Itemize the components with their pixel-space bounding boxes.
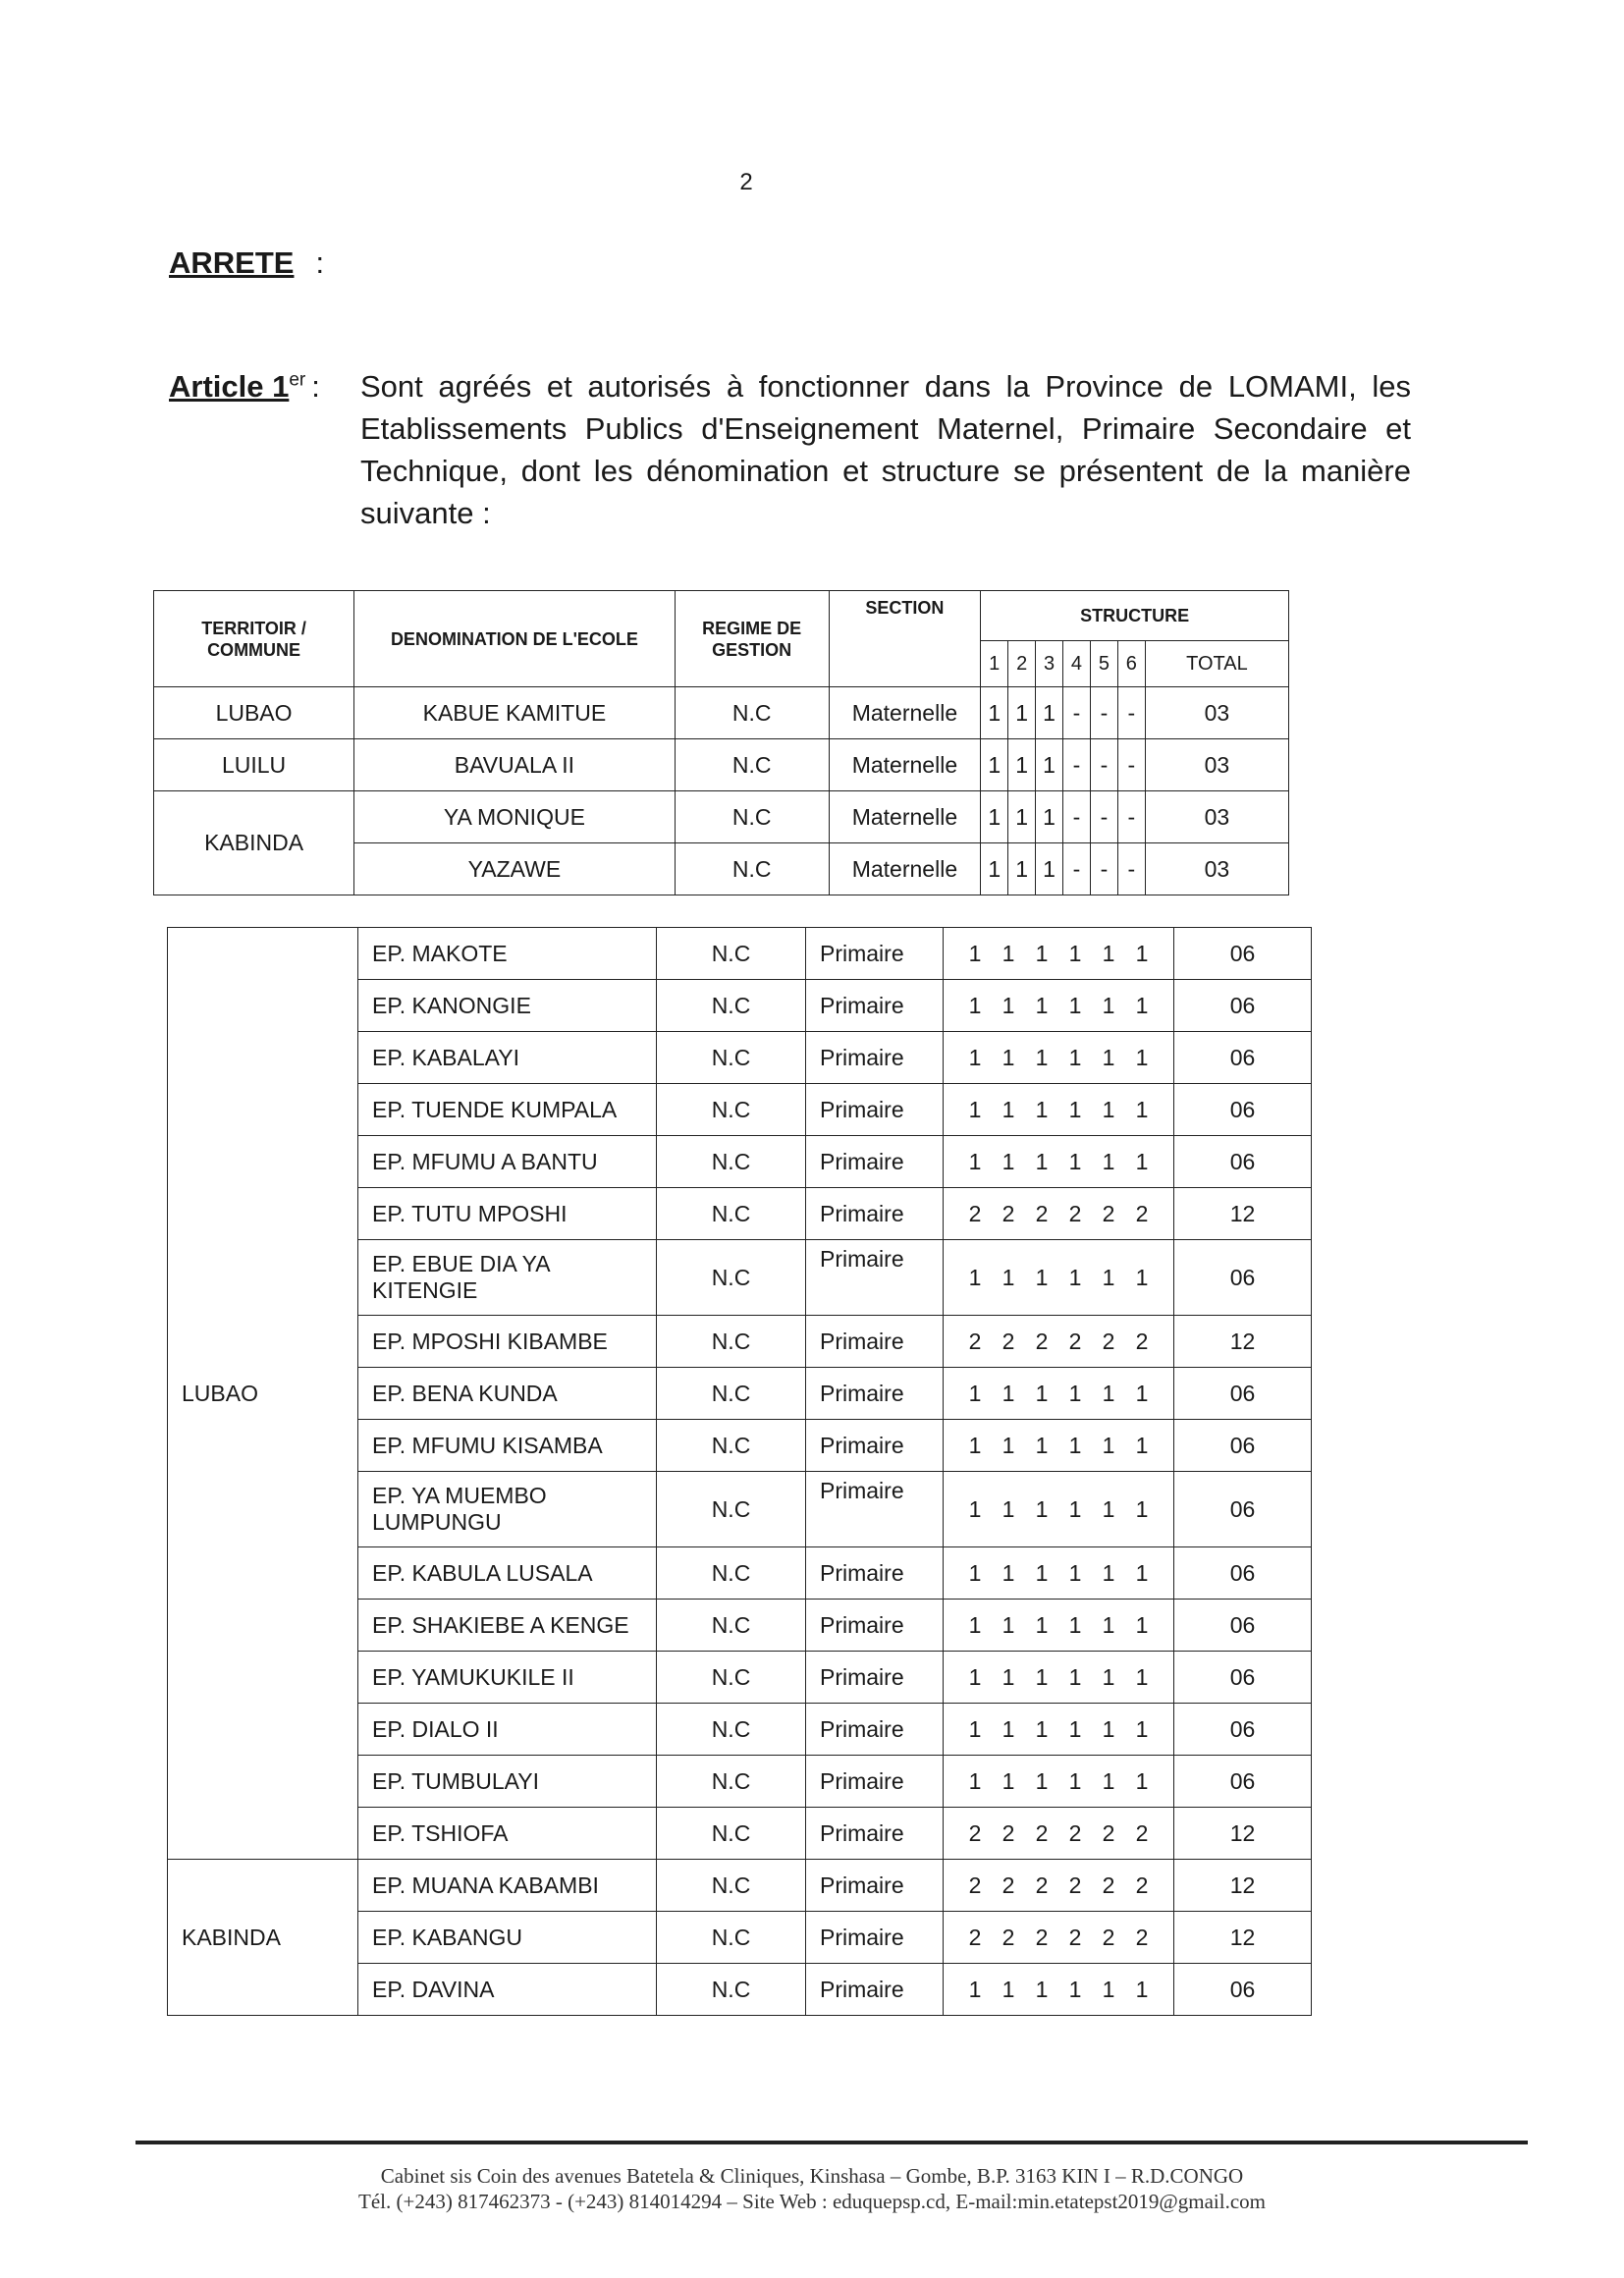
school-name-cell: EP. KABALAYI bbox=[358, 1032, 657, 1084]
structure-level-value: 1 bbox=[1135, 1976, 1149, 2002]
school-name-cell: EP. DAVINA bbox=[358, 1964, 657, 2016]
header-level-2: 2 bbox=[1008, 641, 1036, 687]
structure-cell bbox=[944, 1808, 1174, 1860]
structure-level-value: 1 bbox=[1035, 1264, 1049, 1290]
school-name-cell: EP. KABANGU bbox=[358, 1912, 657, 1964]
total-cell: 06 bbox=[1174, 1420, 1312, 1472]
structure-level-value: 1 bbox=[1135, 1767, 1149, 1794]
structure-cell bbox=[944, 1032, 1174, 1084]
total-cell: 12 bbox=[1174, 1188, 1312, 1240]
school-name-cell: EP. MFUMU A BANTU bbox=[358, 1136, 657, 1188]
table-row bbox=[154, 739, 1289, 791]
section-cell: Primaire bbox=[806, 1368, 944, 1420]
structure-level-value: 1 bbox=[1135, 1611, 1149, 1638]
structure-level-value: 2 bbox=[1035, 1328, 1049, 1354]
structure-level-value: 1 bbox=[1135, 1715, 1149, 1742]
structure-level-value: 1 bbox=[968, 1611, 982, 1638]
structure-level-value: 1 bbox=[1001, 1715, 1015, 1742]
article-label-colon: : bbox=[311, 369, 320, 404]
structure-cell bbox=[944, 1240, 1174, 1316]
total-cell: 06 bbox=[1174, 1136, 1312, 1188]
structure-cell bbox=[944, 1368, 1174, 1420]
school-name-cell: EP. TUTU MPOSHI bbox=[358, 1188, 657, 1240]
structure-level-value: 1 bbox=[1035, 1767, 1049, 1794]
section-cell: Maternelle bbox=[829, 687, 981, 739]
structure-level-cell: - bbox=[1117, 791, 1145, 843]
structure-cell bbox=[944, 1084, 1174, 1136]
structure-level-value: 2 bbox=[1001, 1328, 1015, 1354]
header-regime: REGIME DE GESTION bbox=[675, 591, 829, 687]
structure-level-value: 2 bbox=[1001, 1819, 1015, 1846]
territoire-cell: LUBAO bbox=[168, 928, 358, 1860]
structure-level-value: 1 bbox=[1068, 1976, 1082, 2002]
structure-level-value: 1 bbox=[1102, 1264, 1115, 1290]
total-cell: 03 bbox=[1145, 687, 1288, 739]
structure-level-value: 1 bbox=[1035, 992, 1049, 1018]
structure-level-value: 2 bbox=[1001, 1924, 1015, 1950]
school-name-cell: EP. KABULA LUSALA bbox=[358, 1547, 657, 1600]
footer-rule bbox=[135, 2141, 1528, 2144]
structure-cell bbox=[944, 1316, 1174, 1368]
structure-level-value: 1 bbox=[968, 1264, 982, 1290]
structure-level-value: 1 bbox=[1001, 940, 1015, 966]
structure-level-value: 1 bbox=[1102, 992, 1115, 1018]
structure-cell bbox=[944, 1188, 1174, 1240]
structure-level-cell: 1 bbox=[1008, 791, 1036, 843]
article-label bbox=[169, 369, 320, 405]
structure-level-value: 2 bbox=[968, 1200, 982, 1226]
structure-level-cell: 1 bbox=[981, 791, 1008, 843]
decree-heading bbox=[169, 245, 324, 281]
structure-level-value: 1 bbox=[1035, 1380, 1049, 1406]
regime-cell: N.C bbox=[657, 1420, 806, 1472]
structure-level-value: 1 bbox=[1102, 1559, 1115, 1586]
school-name-cell: EP. EBUE DIA YA KITENGIE bbox=[358, 1240, 657, 1316]
school-name-cell: EP. MUANA KABAMBI bbox=[358, 1860, 657, 1912]
section-cell: Primaire bbox=[806, 1240, 944, 1316]
structure-level-value: 1 bbox=[1001, 1559, 1015, 1586]
structure-level-value: 2 bbox=[1068, 1871, 1082, 1898]
primaire-table bbox=[167, 927, 1312, 2016]
structure-level-value: 1 bbox=[1035, 1663, 1049, 1690]
school-name-cell: EP. DIALO II bbox=[358, 1704, 657, 1756]
structure-level-value: 1 bbox=[968, 1976, 982, 2002]
regime-cell: N.C bbox=[657, 1032, 806, 1084]
structure-cell bbox=[944, 1704, 1174, 1756]
structure-level-value: 1 bbox=[1102, 1432, 1115, 1458]
structure-cell bbox=[944, 1547, 1174, 1600]
structure-level-value: 1 bbox=[1102, 1767, 1115, 1794]
school-name-cell: EP. BENA KUNDA bbox=[358, 1368, 657, 1420]
structure-level-cell: - bbox=[1063, 843, 1091, 895]
section-cell: Maternelle bbox=[829, 791, 981, 843]
structure-cell bbox=[944, 1860, 1174, 1912]
structure-level-value: 1 bbox=[1068, 1559, 1082, 1586]
structure-level-value: 1 bbox=[1068, 992, 1082, 1018]
structure-level-cell: 1 bbox=[1036, 687, 1063, 739]
section-cell: Primaire bbox=[806, 1420, 944, 1472]
total-cell: 12 bbox=[1174, 1316, 1312, 1368]
total-cell: 03 bbox=[1145, 843, 1288, 895]
structure-level-value: 2 bbox=[1068, 1924, 1082, 1950]
structure-level-value: 1 bbox=[968, 1559, 982, 1586]
structure-level-value: 1 bbox=[968, 1495, 982, 1522]
structure-level-value: 1 bbox=[1035, 1611, 1049, 1638]
regime-cell: N.C bbox=[675, 739, 829, 791]
structure-cell bbox=[944, 1912, 1174, 1964]
territoire-cell: LUILU bbox=[154, 739, 354, 791]
regime-cell: N.C bbox=[657, 1136, 806, 1188]
header-level-4: 4 bbox=[1063, 641, 1091, 687]
structure-level-cell: - bbox=[1117, 739, 1145, 791]
regime-cell: N.C bbox=[657, 1472, 806, 1547]
regime-cell: N.C bbox=[657, 1368, 806, 1420]
structure-level-value: 2 bbox=[1102, 1871, 1115, 1898]
footer-address: Cabinet sis Coin des avenues Batetela & Cliniques, Kinshasa – Gombe, B.P. 3163 KIN I – R.D.CONGO bbox=[380, 2164, 1244, 2188]
regime-cell: N.C bbox=[657, 1188, 806, 1240]
structure-level-cell: - bbox=[1117, 843, 1145, 895]
school-name-cell: EP. TSHIOFA bbox=[358, 1808, 657, 1860]
structure-level-value: 1 bbox=[1135, 1663, 1149, 1690]
school-name-cell: EP. YAMUKUKILE II bbox=[358, 1652, 657, 1704]
regime-cell: N.C bbox=[657, 928, 806, 980]
structure-level-value: 1 bbox=[1068, 1148, 1082, 1174]
structure-level-value: 1 bbox=[1068, 1432, 1082, 1458]
section-cell: Primaire bbox=[806, 1808, 944, 1860]
regime-cell: N.C bbox=[675, 843, 829, 895]
total-cell: 06 bbox=[1174, 1032, 1312, 1084]
structure-level-cell: - bbox=[1117, 687, 1145, 739]
structure-level-cell: 1 bbox=[981, 739, 1008, 791]
school-name-cell: BAVUALA II bbox=[354, 739, 676, 791]
structure-level-value: 1 bbox=[968, 1432, 982, 1458]
section-cell: Maternelle bbox=[829, 739, 981, 791]
total-cell: 03 bbox=[1145, 791, 1288, 843]
structure-level-value: 1 bbox=[1035, 1432, 1049, 1458]
header-section: SECTION bbox=[829, 591, 981, 687]
heading-colon: : bbox=[315, 245, 325, 280]
regime-cell: N.C bbox=[657, 1547, 806, 1600]
structure-level-value: 2 bbox=[968, 1819, 982, 1846]
regime-cell: N.C bbox=[657, 1316, 806, 1368]
total-cell: 06 bbox=[1174, 1084, 1312, 1136]
structure-level-cell: - bbox=[1090, 843, 1117, 895]
section-cell: Primaire bbox=[806, 1547, 944, 1600]
section-cell: Primaire bbox=[806, 1704, 944, 1756]
header-denomination: DENOMINATION DE L'ECOLE bbox=[354, 591, 676, 687]
total-cell: 12 bbox=[1174, 1912, 1312, 1964]
structure-level-value: 1 bbox=[1001, 1096, 1015, 1122]
heading-title: ARRETE bbox=[169, 245, 295, 280]
footer-contact: Tél. (+243) 817462373 - (+243) 814014294 – Site Web : eduquepsp.cd, E-mail:min.etatepst2019@gmail.com bbox=[358, 2190, 1266, 2213]
structure-level-value: 1 bbox=[1068, 1380, 1082, 1406]
territoire-cell: LUBAO bbox=[154, 687, 354, 739]
territoire-cell: KABINDA bbox=[154, 791, 354, 895]
structure-level-cell: 1 bbox=[1008, 739, 1036, 791]
header-level-3: 3 bbox=[1036, 641, 1063, 687]
school-name-cell: EP. TUENDE KUMPALA bbox=[358, 1084, 657, 1136]
regime-cell: N.C bbox=[657, 1808, 806, 1860]
structure-level-cell: 1 bbox=[1036, 843, 1063, 895]
total-cell: 06 bbox=[1174, 1756, 1312, 1808]
structure-level-cell: - bbox=[1063, 739, 1091, 791]
structure-level-value: 1 bbox=[1102, 1495, 1115, 1522]
structure-cell bbox=[944, 980, 1174, 1032]
header-territoire: TERRITOIR / COMMUNE bbox=[154, 591, 354, 687]
structure-cell bbox=[944, 1600, 1174, 1652]
structure-level-value: 2 bbox=[1135, 1871, 1149, 1898]
total-cell: 12 bbox=[1174, 1808, 1312, 1860]
total-cell: 06 bbox=[1174, 1547, 1312, 1600]
structure-level-cell: - bbox=[1090, 791, 1117, 843]
structure-level-value: 1 bbox=[968, 1767, 982, 1794]
structure-level-value: 1 bbox=[1135, 1495, 1149, 1522]
regime-cell: N.C bbox=[657, 1084, 806, 1136]
structure-level-value: 1 bbox=[1102, 1976, 1115, 2002]
regime-cell: N.C bbox=[657, 1964, 806, 2016]
total-cell: 12 bbox=[1174, 1860, 1312, 1912]
regime-cell: N.C bbox=[657, 1912, 806, 1964]
structure-level-value: 1 bbox=[1035, 1096, 1049, 1122]
regime-cell: N.C bbox=[675, 687, 829, 739]
page-number: 2 bbox=[739, 169, 753, 195]
total-cell: 06 bbox=[1174, 1600, 1312, 1652]
structure-level-cell: - bbox=[1090, 739, 1117, 791]
structure-level-value: 1 bbox=[1135, 992, 1149, 1018]
structure-cell bbox=[944, 1420, 1174, 1472]
structure-level-value: 1 bbox=[968, 1663, 982, 1690]
structure-level-cell: 1 bbox=[1008, 843, 1036, 895]
structure-level-value: 2 bbox=[1035, 1924, 1049, 1950]
school-name-cell: EP. MFUMU KISAMBA bbox=[358, 1420, 657, 1472]
section-cell: Primaire bbox=[806, 1912, 944, 1964]
structure-level-value: 1 bbox=[1068, 940, 1082, 966]
structure-level-cell: 1 bbox=[1036, 791, 1063, 843]
total-cell: 06 bbox=[1174, 928, 1312, 980]
regime-cell: N.C bbox=[657, 1756, 806, 1808]
structure-level-value: 1 bbox=[968, 940, 982, 966]
structure-level-value: 1 bbox=[1068, 1096, 1082, 1122]
structure-level-value: 2 bbox=[1068, 1328, 1082, 1354]
structure-level-value: 1 bbox=[1102, 1096, 1115, 1122]
structure-level-value: 1 bbox=[1001, 1264, 1015, 1290]
structure-level-value: 2 bbox=[1135, 1200, 1149, 1226]
section-cell: Primaire bbox=[806, 1964, 944, 2016]
structure-level-value: 2 bbox=[1068, 1819, 1082, 1846]
structure-level-value: 1 bbox=[1102, 940, 1115, 966]
structure-cell bbox=[944, 928, 1174, 980]
structure-level-value: 1 bbox=[1068, 1264, 1082, 1290]
table-row bbox=[168, 1860, 1312, 1912]
header-level-6: 6 bbox=[1117, 641, 1145, 687]
structure-level-value: 2 bbox=[1135, 1924, 1149, 1950]
structure-cell bbox=[944, 1472, 1174, 1547]
school-name-cell: YA MONIQUE bbox=[354, 791, 676, 843]
structure-level-value: 1 bbox=[1135, 1432, 1149, 1458]
table-row bbox=[154, 791, 1289, 843]
structure-level-value: 1 bbox=[968, 1380, 982, 1406]
structure-level-value: 1 bbox=[1035, 1715, 1049, 1742]
total-cell: 03 bbox=[1145, 739, 1288, 791]
structure-level-value: 1 bbox=[1135, 1559, 1149, 1586]
header-structure: STRUCTURE bbox=[981, 591, 1289, 641]
header-level-1: 1 bbox=[981, 641, 1008, 687]
header-total: TOTAL bbox=[1145, 641, 1288, 687]
structure-level-value: 2 bbox=[968, 1924, 982, 1950]
structure-level-value: 1 bbox=[1001, 1663, 1015, 1690]
school-name-cell: EP. TUMBULAYI bbox=[358, 1756, 657, 1808]
total-cell: 06 bbox=[1174, 1368, 1312, 1420]
structure-level-value: 1 bbox=[1068, 1767, 1082, 1794]
regime-cell: N.C bbox=[657, 1860, 806, 1912]
structure-level-value: 2 bbox=[1102, 1924, 1115, 1950]
structure-level-value: 1 bbox=[1102, 1380, 1115, 1406]
structure-level-value: 2 bbox=[1102, 1819, 1115, 1846]
structure-level-value: 1 bbox=[1068, 1715, 1082, 1742]
structure-cell bbox=[944, 1652, 1174, 1704]
school-name-cell: EP. MPOSHI KIBAMBE bbox=[358, 1316, 657, 1368]
section-cell: Primaire bbox=[806, 1756, 944, 1808]
structure-level-value: 1 bbox=[1035, 1495, 1049, 1522]
structure-level-value: 1 bbox=[1001, 1432, 1015, 1458]
structure-level-value: 1 bbox=[1068, 1611, 1082, 1638]
structure-level-value: 2 bbox=[1035, 1200, 1049, 1226]
section-cell: Primaire bbox=[806, 1316, 944, 1368]
structure-level-value: 1 bbox=[968, 1044, 982, 1070]
structure-level-value: 1 bbox=[1102, 1148, 1115, 1174]
structure-level-value: 2 bbox=[968, 1871, 982, 1898]
regime-cell: N.C bbox=[657, 980, 806, 1032]
structure-level-cell: 1 bbox=[1008, 687, 1036, 739]
structure-level-value: 1 bbox=[1001, 1380, 1015, 1406]
structure-level-value: 1 bbox=[1001, 992, 1015, 1018]
regime-cell: N.C bbox=[657, 1704, 806, 1756]
header-level-5: 5 bbox=[1090, 641, 1117, 687]
structure-level-cell: 1 bbox=[981, 687, 1008, 739]
regime-cell: N.C bbox=[675, 791, 829, 843]
structure-level-cell: 1 bbox=[981, 843, 1008, 895]
structure-level-value: 1 bbox=[1035, 1148, 1049, 1174]
structure-level-value: 1 bbox=[1135, 1264, 1149, 1290]
structure-level-value: 1 bbox=[1135, 1148, 1149, 1174]
structure-level-value: 1 bbox=[1102, 1715, 1115, 1742]
section-cell: Primaire bbox=[806, 1860, 944, 1912]
section-cell: Primaire bbox=[806, 1084, 944, 1136]
total-cell: 06 bbox=[1174, 980, 1312, 1032]
structure-level-value: 2 bbox=[1035, 1819, 1049, 1846]
article-body: Sont agréés et autorisés à fonctionner dans la Province de LOMAMI, les Etablissements Publics d'Enseignement Maternel, Primaire Secondaire et Technique, dont les dénomination et structure se présentent de la manière suivante : bbox=[360, 369, 1411, 530]
structure-level-value: 1 bbox=[1102, 1044, 1115, 1070]
structure-level-value: 1 bbox=[1135, 1096, 1149, 1122]
structure-level-value: 2 bbox=[1001, 1200, 1015, 1226]
structure-cell bbox=[944, 1964, 1174, 2016]
school-name-cell: EP. YA MUEMBO LUMPUNGU bbox=[358, 1472, 657, 1547]
total-cell: 06 bbox=[1174, 1652, 1312, 1704]
total-cell: 06 bbox=[1174, 1240, 1312, 1316]
structure-cell bbox=[944, 1136, 1174, 1188]
school-name-cell: KABUE KAMITUE bbox=[354, 687, 676, 739]
article-label-text: Article 1 bbox=[169, 369, 290, 404]
structure-level-value: 1 bbox=[1035, 1559, 1049, 1586]
section-cell: Maternelle bbox=[829, 843, 981, 895]
structure-level-value: 1 bbox=[1135, 940, 1149, 966]
section-cell: Primaire bbox=[806, 928, 944, 980]
regime-cell: N.C bbox=[657, 1652, 806, 1704]
structure-level-value: 2 bbox=[1102, 1200, 1115, 1226]
section-cell: Primaire bbox=[806, 1652, 944, 1704]
structure-level-value: 1 bbox=[1102, 1611, 1115, 1638]
structure-level-value: 1 bbox=[1001, 1976, 1015, 2002]
structure-level-cell: - bbox=[1063, 687, 1091, 739]
structure-level-cell: - bbox=[1063, 791, 1091, 843]
structure-level-cell: - bbox=[1090, 687, 1117, 739]
structure-level-value: 1 bbox=[1135, 1044, 1149, 1070]
structure-level-value: 1 bbox=[1135, 1380, 1149, 1406]
structure-level-value: 1 bbox=[968, 1148, 982, 1174]
school-name-cell: YAZAWE bbox=[354, 843, 676, 895]
structure-level-value: 1 bbox=[1001, 1148, 1015, 1174]
table-row bbox=[154, 687, 1289, 739]
structure-level-value: 1 bbox=[1001, 1044, 1015, 1070]
structure-level-value: 1 bbox=[968, 992, 982, 1018]
structure-level-value: 1 bbox=[1068, 1663, 1082, 1690]
regime-cell: N.C bbox=[657, 1240, 806, 1316]
structure-level-value: 2 bbox=[1068, 1200, 1082, 1226]
structure-level-value: 2 bbox=[1135, 1328, 1149, 1354]
structure-level-cell: 1 bbox=[1036, 739, 1063, 791]
section-cell: Primaire bbox=[806, 1188, 944, 1240]
regime-cell: N.C bbox=[657, 1600, 806, 1652]
structure-level-value: 2 bbox=[968, 1328, 982, 1354]
table-row bbox=[168, 928, 1312, 980]
structure-level-value: 1 bbox=[1001, 1495, 1015, 1522]
school-name-cell: EP. KANONGIE bbox=[358, 980, 657, 1032]
structure-level-value: 1 bbox=[1102, 1663, 1115, 1690]
section-cell: Primaire bbox=[806, 980, 944, 1032]
structure-level-value: 1 bbox=[1035, 940, 1049, 966]
structure-level-value: 1 bbox=[968, 1096, 982, 1122]
section-cell: Primaire bbox=[806, 1136, 944, 1188]
structure-level-value: 1 bbox=[1035, 1044, 1049, 1070]
school-name-cell: EP. SHAKIEBE A KENGE bbox=[358, 1600, 657, 1652]
territoire-cell: KABINDA bbox=[168, 1860, 358, 2016]
structure-level-value: 1 bbox=[1068, 1495, 1082, 1522]
structure-level-value: 1 bbox=[1068, 1044, 1082, 1070]
structure-level-value: 1 bbox=[1035, 1976, 1049, 2002]
structure-level-value: 1 bbox=[1001, 1611, 1015, 1638]
structure-level-value: 2 bbox=[1135, 1819, 1149, 1846]
school-name-cell: EP. MAKOTE bbox=[358, 928, 657, 980]
structure-level-value: 1 bbox=[968, 1715, 982, 1742]
section-cell: Primaire bbox=[806, 1472, 944, 1547]
structure-level-value: 2 bbox=[1001, 1871, 1015, 1898]
structure-level-value: 2 bbox=[1102, 1328, 1115, 1354]
section-cell: Primaire bbox=[806, 1032, 944, 1084]
structure-level-value: 2 bbox=[1035, 1871, 1049, 1898]
maternelle-table bbox=[153, 590, 1289, 895]
article-label-sup: er bbox=[289, 369, 306, 391]
total-cell: 06 bbox=[1174, 1704, 1312, 1756]
total-cell: 06 bbox=[1174, 1472, 1312, 1547]
total-cell: 06 bbox=[1174, 1964, 1312, 2016]
structure-cell bbox=[944, 1756, 1174, 1808]
structure-level-value: 1 bbox=[1001, 1767, 1015, 1794]
section-cell: Primaire bbox=[806, 1600, 944, 1652]
